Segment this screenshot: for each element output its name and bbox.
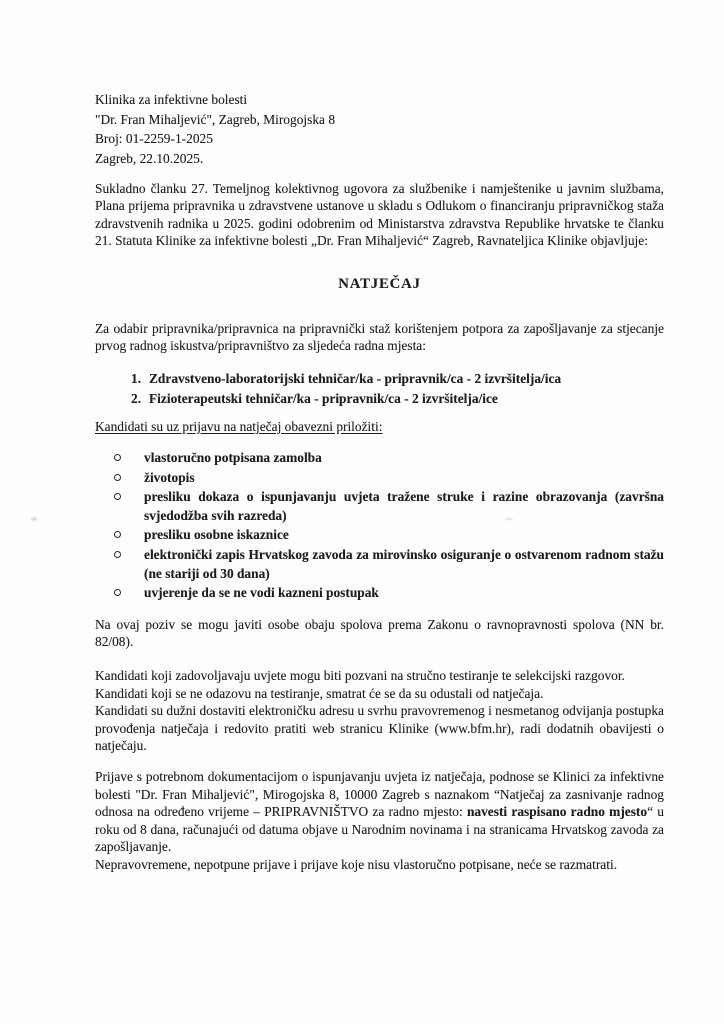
requirement-label: uvjerenje da se ne vodi kazneni postupak — [144, 585, 379, 601]
testing-paragraph: Kandidati koji zadovoljavaju uvjete mogu biti pozvani na stručno testiranje te selekcijski razgovor. — [95, 668, 625, 684]
requirement-label: elektronički zapis Hrvatskog zavoda za mirovinsko osiguranje o ostvarenom radnom stažu (ne stariji od 30 dana) — [144, 546, 664, 582]
document-title: NATJEČAJ — [338, 275, 421, 292]
no-show-paragraph: Kandidati koji se ne odazovu na testiranje, smatrat će se da su odustali od natječaja. — [95, 685, 544, 701]
letterhead — [95, 90, 664, 168]
positions-list — [95, 369, 664, 409]
doc-date: Zagreb, 22.10.2025. — [95, 150, 204, 166]
circle-bullet-icon — [114, 551, 121, 558]
requirement-item — [95, 487, 664, 526]
requirements-heading: Kandidati su uz prijavu na natječaj obavezni priložiti: — [95, 418, 383, 434]
invalid-applications-paragraph: Nepravovremene, nepotpune prijave i prijave koje nisu vlastoručno potpisane, neće se razmatrati. — [95, 856, 618, 872]
submission-paragraph — [95, 768, 664, 855]
position-label: Fizioterapeutski tehničar/ka - pripravnik/ca - 2 izvršitelja/ice — [149, 390, 498, 406]
requirement-label: presliku osobne iskaznice — [144, 527, 289, 543]
requirement-item — [95, 583, 664, 602]
circle-bullet-icon — [114, 589, 121, 596]
position-number: 2. — [131, 390, 142, 406]
requirement-item — [95, 545, 664, 584]
intro-paragraph: Sukladno članku 27. Temeljnog kolektivnog ugovora za službenike i namještenike u javnim službama, Plana prijema pripravnika u zdravstvene ustanove u skladu s Odlukom o financiranju pripravničkog staža zdravstvenih radnika u 2025. godini odobrenim od Ministarstva zdravstva Republike hrvatske te članku 21. Statuta Klinike za infektivne bolesti „Dr. Fran Mihaljević“ Zagreb, Ravnateljica Klinike objavljuje: — [95, 181, 664, 249]
requirement-item — [95, 448, 664, 467]
requirement-label: životopis — [144, 469, 195, 485]
circle-bullet-icon — [114, 531, 121, 538]
requirement-item — [95, 525, 664, 544]
submission-text-bold: navesti raspisano radno mjesto — [466, 804, 648, 820]
requirement-item — [95, 468, 664, 487]
scan-speck — [31, 517, 37, 521]
submission-text-end: “ u roku od 8 dana, računajući od datuma objave u Narodnim novinama i na stranicama Hrvatskog zavoda za zapošljavanje. — [95, 804, 664, 855]
equality-paragraph: Na ovaj poziv se mogu javiti osobe obaju spolova prema Zakonu o ravnopravnosti spolova (NN br. 82/08). — [95, 616, 664, 650]
requirement-label: vlastoručno potpisana zamolba — [144, 450, 322, 466]
circle-bullet-icon — [114, 454, 121, 461]
doc-number: Broj: 01-2259-1-2025 — [95, 131, 213, 146]
org-name: Klinika za infektivne bolesti — [95, 92, 248, 107]
scan-speck — [505, 518, 513, 520]
submission-text-start: Prijave s potrebnom dokumentacijom o ispunjavanju uvjeta iz natječaja, podnose se Klinici za infektivne bolesti "Dr. Fran Mihaljević", Mirogojska 8, 10000 Zagreb s naznakom “Natječaj za zasnivanje radnog odnosa na određeno vrijeme – PRIPRAVNIŠTVO za radno mjesto: — [95, 769, 664, 820]
position-item — [95, 389, 664, 409]
requirement-label: presliku dokaza o ispunjavanju uvjeta tražene struke i razine obrazovanja (završna svjedodžba svih razreda) — [144, 488, 664, 524]
position-item — [95, 369, 664, 389]
org-address: "Dr. Fran Mihaljević", Zagreb, Mirogojska 8 — [95, 111, 336, 127]
requirements-list — [95, 448, 664, 602]
position-number: 1. — [131, 370, 142, 386]
circle-bullet-icon — [114, 493, 121, 500]
purpose-paragraph: Za odabir pripravnika/pripravnica na pripravnički staž korištenjem potpora za zapošljavanje za stjecanje prvog radnog iskustva/pripravništvo za sljedeća radna mjesta: — [95, 321, 664, 354]
email-paragraph: Kandidati su dužni dostaviti elektroničku adresu u svrhu pravovremenog i nesmetanog odvijanja postupka provođenja natječaja i redovito pratiti web stranicu Klinike (www.bfm.hr), radi dodatnih obavijesti o natječaju. — [95, 703, 664, 754]
position-label: Zdravstveno-laboratorijski tehničar/ka - pripravnik/ca - 2 izvršitelja/ica — [149, 370, 562, 386]
circle-bullet-icon — [114, 474, 121, 481]
